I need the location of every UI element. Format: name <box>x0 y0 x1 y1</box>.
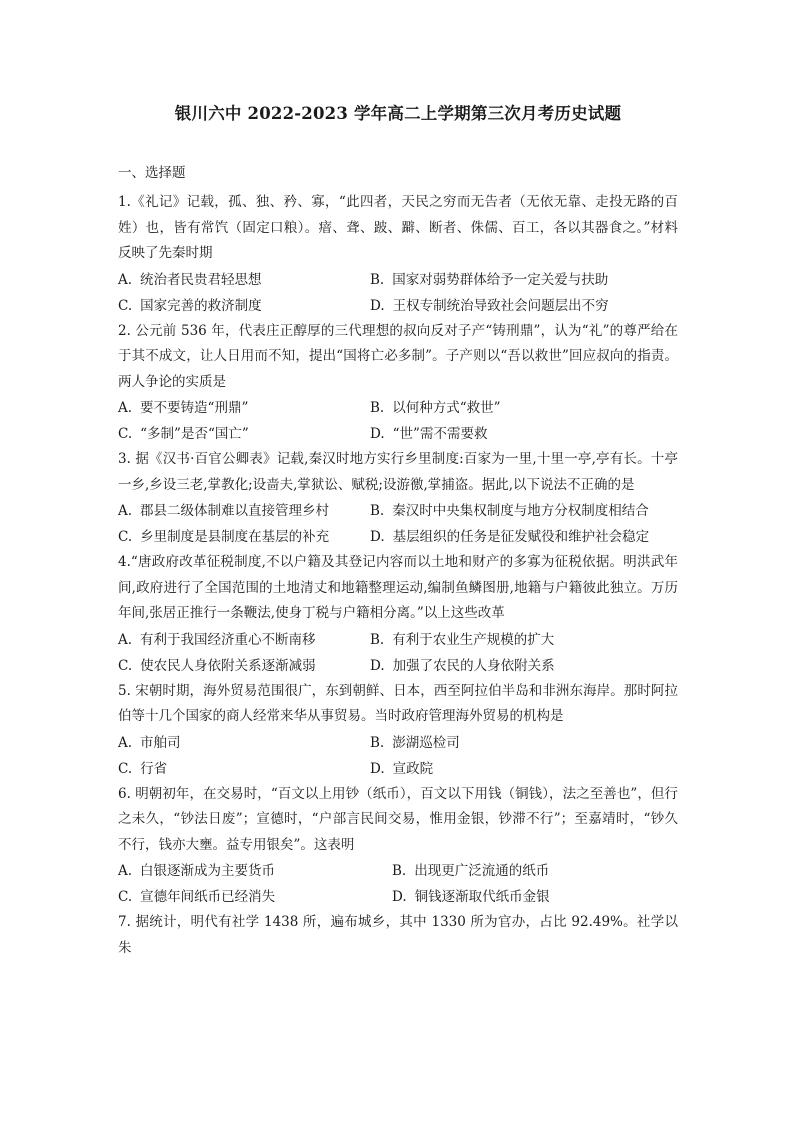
option-a: A. 统治者民贵君轻思想 <box>118 271 262 288</box>
option-b: B. 以何种方式“救世” <box>370 400 501 416</box>
option-c: C. 行省 <box>118 760 168 777</box>
option-c: C. 宣德年间纸币已经消失 <box>118 889 276 905</box>
question-1-stem: 1.《礼记》记载，孤、独、矜、寡，“此四者，天民之穷而无告者（无依无靠、走投无路的百姓）也，皆有常饩（固定口粮）。瘖、聋、跛、躃、断者、侏儒、百工，各以其器食之。”材料反映了先秦时期 <box>118 194 678 261</box>
options-row <box>118 730 678 756</box>
options-row <box>118 653 678 679</box>
option-b: B. 有利于农业生产规模的扩大 <box>370 631 555 648</box>
section-heading: 一、选择题 <box>118 165 186 181</box>
document-page <box>118 100 678 961</box>
option-b: B. 澎湖巡检司 <box>370 734 460 751</box>
options-row <box>118 267 678 293</box>
question-4-stem: 4.“唐政府改革征税制度,不以户籍及其登记内容而以土地和财产的多寡为征税依据。明洪武年间,政府进行了全国范围的土地清丈和地籍整理运动,编制鱼鳞图册,地籍与户籍彼此独立。万历年间,张居正推行一条鞭法,使身丁税与户籍相分离。”以上这些改革 <box>118 554 678 621</box>
option-d: D. 基层组织的任务是征发赋役和维护社会稳定 <box>370 529 650 545</box>
question-7-stem: 7. 据统计，明代有社学 1438 所，遍布城乡，其中 1330 所为官办，占比 92.49%。社学以朱 <box>118 914 678 956</box>
option-d: D. 王权专制统治导致社会问题层出不穷 <box>370 297 609 314</box>
page-title: 银川六中 2022-2023 学年高二上学期第三次月考历史试题 <box>174 104 622 123</box>
options-row <box>118 884 678 910</box>
option-b: B. 秦汉时中央集权制度与地方分权制度相结合 <box>370 503 649 519</box>
question-6-stem: 6. 明朝初年，在交易时，“百文以上用钞（纸币），百文以下用钱（铜钱），法之至善也”，但行之未久，“钞法日废”；宣德时，“户部言民间交易，惟用金银，钞滞不行”；至嘉靖时，“钞久不行，钱亦大壅。益专用银矣”。这表明 <box>118 785 678 853</box>
option-b: B. 出现更广泛流通的纸币 <box>392 863 550 879</box>
options-row <box>118 858 678 884</box>
option-d: D. 铜钱逐渐取代纸币金银 <box>392 889 550 905</box>
question-3-stem: 3. 据《汉书·百官公卿表》记载,秦汉时地方实行乡里制度:百家为一里,十里一亭,亭有长。十亭一乡,乡设三老,掌教化;设啬夫,掌狱讼、赋税;设游徼,掌捕盗。据此,以下说法不正确的是 <box>118 451 678 493</box>
options-row <box>118 498 678 524</box>
option-a: A. 有利于我国经济重心不断南移 <box>118 631 316 648</box>
option-c: C. 国家完善的救济制度 <box>118 297 262 314</box>
options-row <box>118 756 678 782</box>
question-2-stem: 2. 公元前 536 年，代表庄正醇厚的三代理想的叔向反对子产“铸刑鼎”，认为“礼”的尊严给在于其不成文，让人日用而不知，提出“国将亡必多制”。子产则以“吾以救世”回应叔向的指责。两人争论的实质是 <box>118 322 678 390</box>
option-a: A. 郡县二级体制难以直接管理乡村 <box>118 503 330 519</box>
options-row <box>118 627 678 653</box>
option-c: C. 使农民人身依附关系逐渐减弱 <box>118 657 316 674</box>
option-d: D. 宣政院 <box>370 760 434 777</box>
options-row <box>118 524 678 550</box>
option-b: B. 国家对弱势群体给予一定关爱与扶助 <box>370 271 609 288</box>
option-a: A. 白银逐渐成为主要货币 <box>118 863 276 879</box>
options-row <box>118 421 678 447</box>
options-row <box>118 395 678 421</box>
option-a: A. 市舶司 <box>118 734 181 751</box>
option-d: D. 加强了农民的人身依附关系 <box>370 657 555 674</box>
option-d: D. “世”需不需要救 <box>370 426 488 442</box>
option-a: A. 要不要铸造“刑鼎” <box>118 400 249 416</box>
question-5-stem: 5. 宋朝时期，海外贸易范围很广，东到朝鲜、日本，西至阿拉伯半岛和非洲东海岸。那时阿拉伯等十几个国家的商人经常来华从事贸易。当时政府管理海外贸易的机构是 <box>118 682 678 724</box>
option-c: C. 乡里制度是县制度在基层的补充 <box>118 529 330 545</box>
option-c: C. “多制”是否“国亡” <box>118 426 249 442</box>
options-row <box>118 293 678 319</box>
